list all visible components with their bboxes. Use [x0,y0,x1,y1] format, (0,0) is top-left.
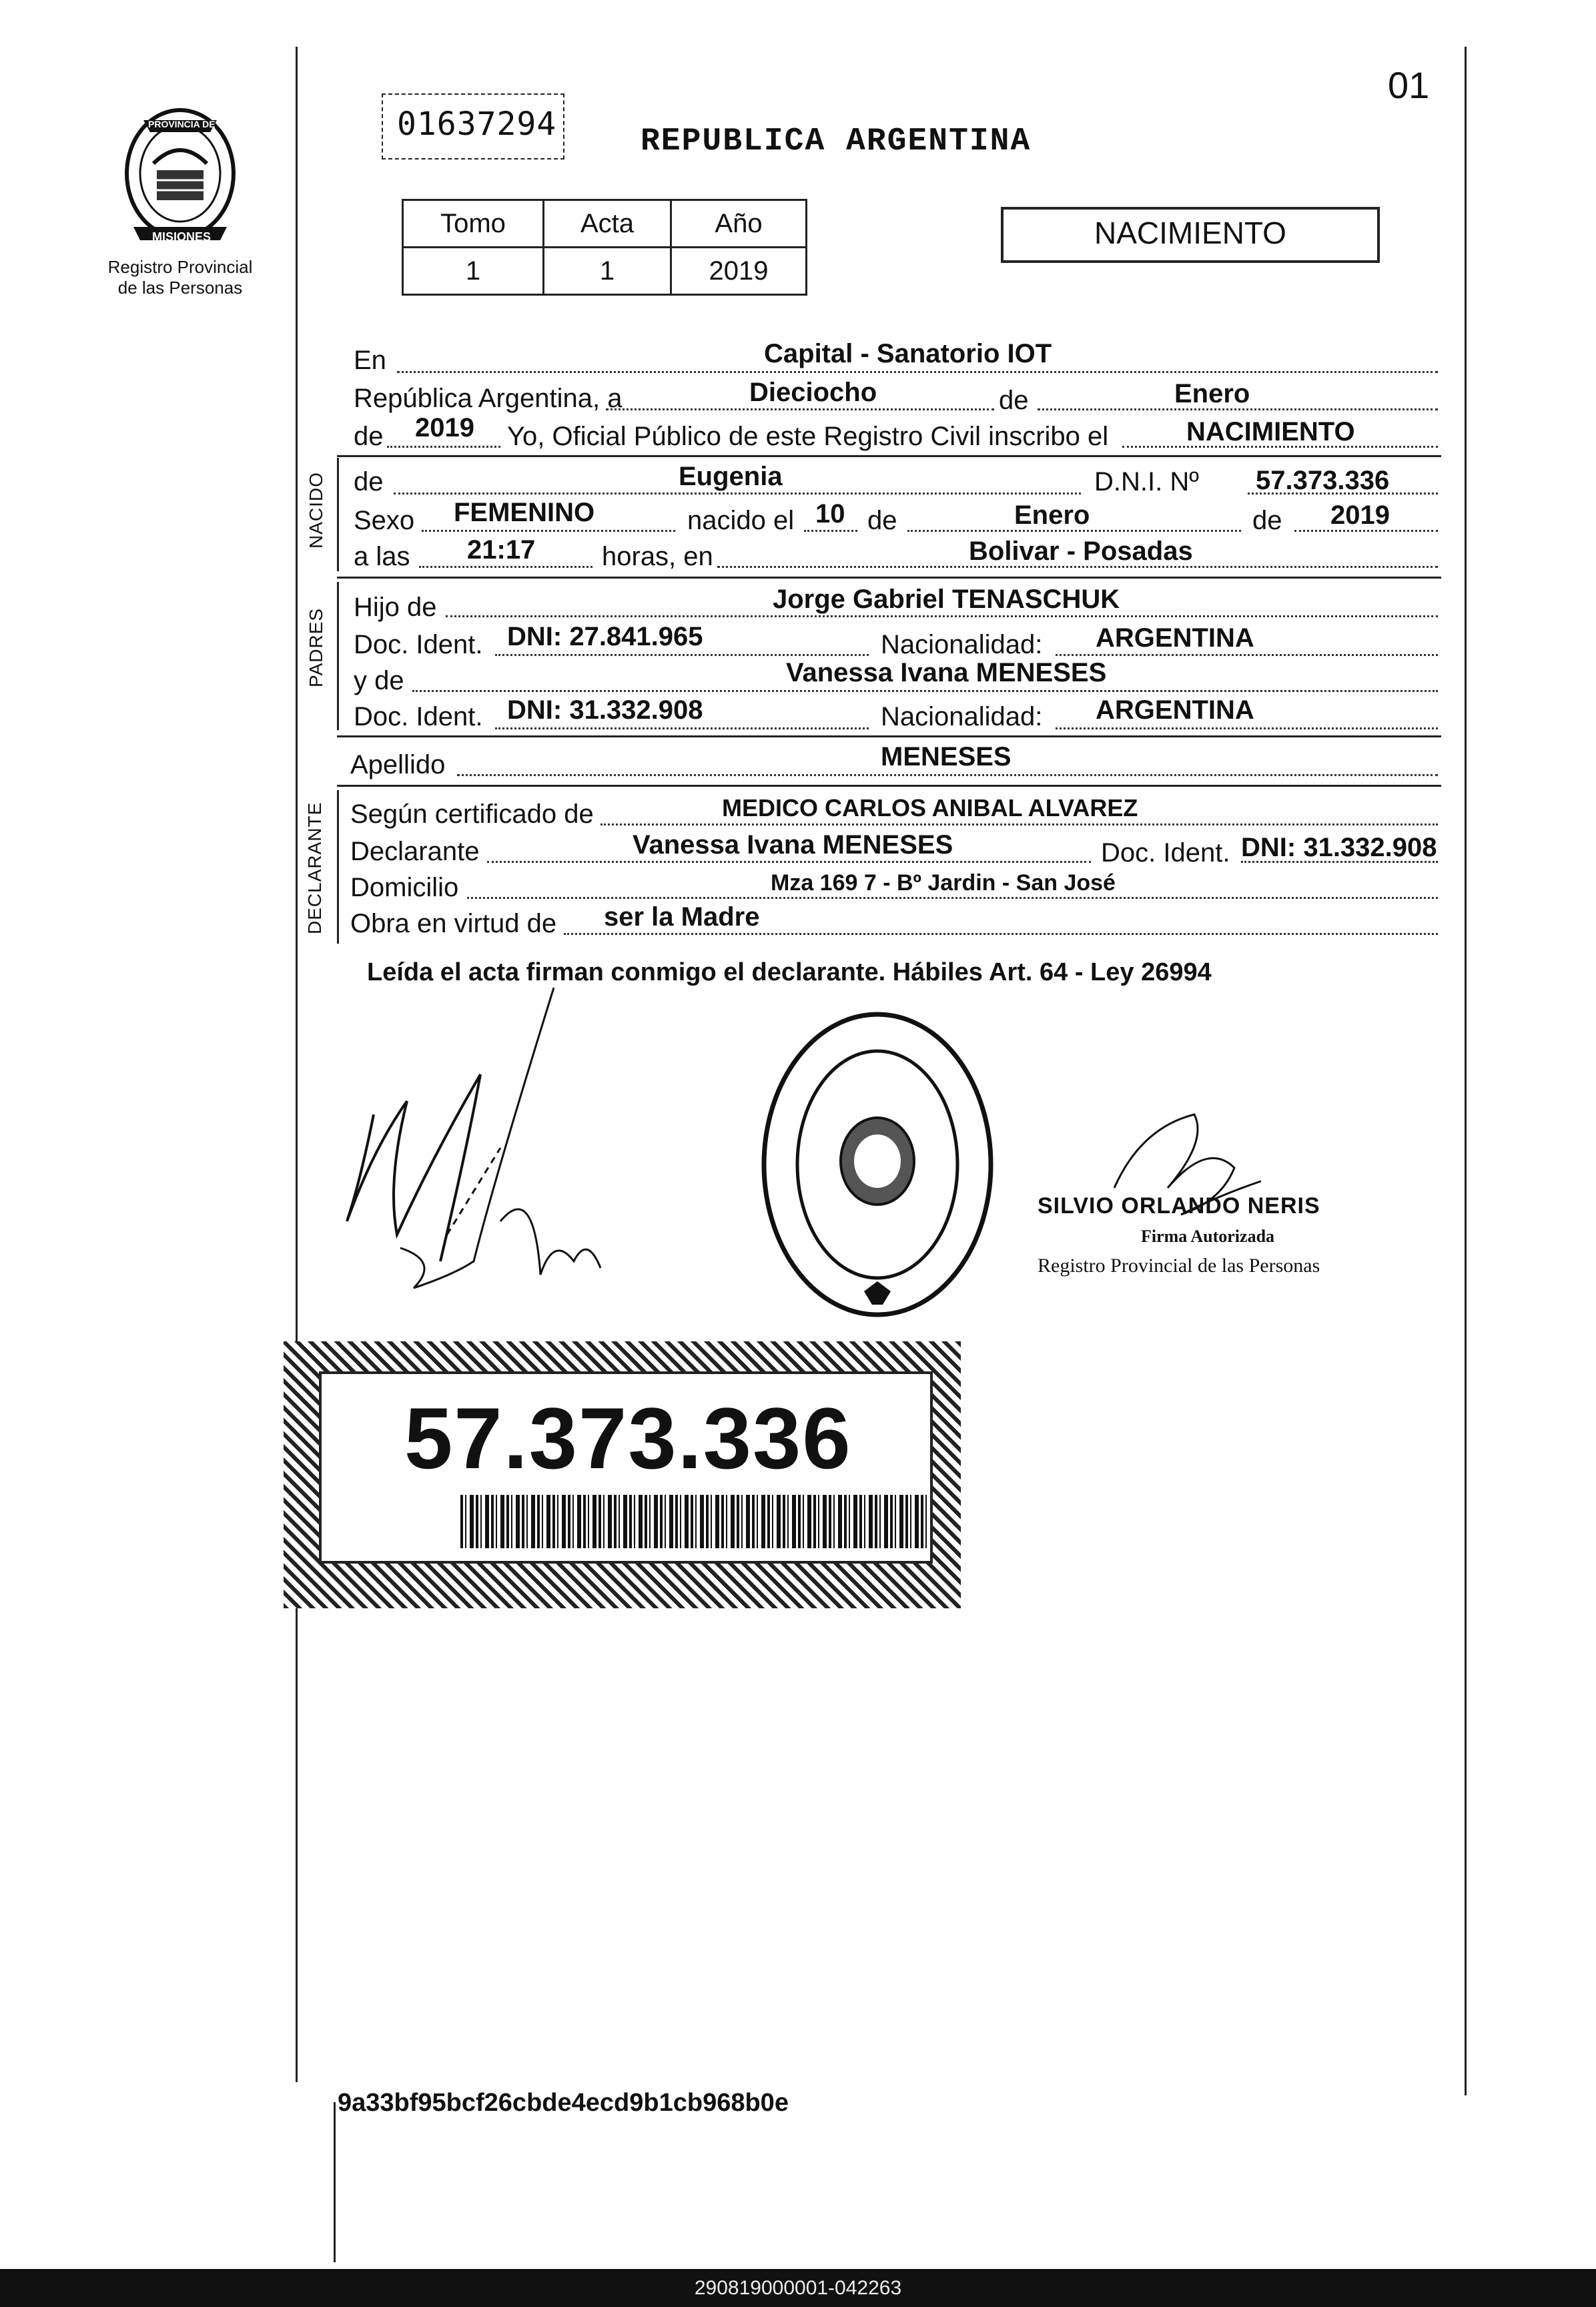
acta-header: Acta [544,200,671,248]
birth-month: Enero [1014,501,1090,530]
time-value: 21:17 [467,535,536,565]
tomo-value: 1 [403,248,544,295]
obra-label: Obra en virtud de [350,909,557,938]
hijo-label: Hijo de [354,593,437,622]
closing-text: Leída el acta firman conmigo el declarante. Hábiles Art. 64 - Ley 26994 [367,958,1212,986]
dni-value: 57.373.336 [1256,466,1390,495]
footer-bar [0,2269,1596,2307]
registry-name-line2: de las Personas [117,278,243,298]
left-margin-line-lower [334,2102,336,2262]
document-title: REPUBLICA ARGENTINA [641,123,1032,159]
name-value: Eugenia [679,462,783,491]
segun-label: Según certificado de [350,799,594,829]
month-value: Enero [1174,379,1250,408]
dni-barcode [460,1495,927,1548]
registry-name-line1: Registro Provincial [107,257,253,277]
alas-label: a las [354,542,410,571]
domicilio-dots [467,897,1438,899]
seal-ring-text: DELEGACION DEL REGISTRO PROVINCIAL DE LAS PERSONAS [797,1318,1000,1325]
padres-bracket [337,582,339,730]
section-nacido: NACIDO [306,472,326,549]
act-type: NACIMIENTO [1094,216,1286,250]
de5-label: de [1252,506,1282,535]
declarant-signature [334,981,641,1315]
section-declarante: DECLARANTE [304,801,325,934]
year-dots [387,446,500,448]
tomo-header: Tomo [403,200,544,248]
dni-sticker-number: 57.373.336 [404,1389,852,1487]
docident-label: Doc. Ident. [354,630,483,659]
father-value: Jorge Gabriel TENASCHUK [773,585,1120,614]
acta-value: 1 [544,248,671,295]
sexo-value: FEMENINO [454,498,595,527]
de4-label: de [867,506,897,535]
day-value: Dieciocho [749,378,877,407]
obra-dots [564,933,1438,935]
ano-value: 2019 [671,248,807,295]
footer-code: 290819000001-042263 [694,2277,902,2299]
right-margin-line [1465,47,1467,2095]
emblem-text-bottom: MISIONES [152,230,212,244]
ano-header: Año [671,200,807,248]
mother-dots [412,690,1438,692]
declarante-value: Vanessa Ivana MENESES [633,830,953,860]
document-hash: 9a33bf95bcf26cbde4ecd9b1cb968b0e [338,2089,789,2117]
docident2-label: Doc. Ident. [354,702,483,731]
segun-value: MEDICO CARLOS ANIBAL ALVAREZ [722,794,1138,821]
page-number: 01 [1388,64,1430,106]
birth-day-dots [804,530,857,532]
mother-value: Vanessa Ivana MENESES [786,658,1107,687]
horas-label: horas, en [602,542,713,571]
domicilio-value: Mza 169 7 - Bº Jardin - San José [771,870,1116,896]
father-doc-dots [495,654,869,656]
en-dots [397,371,1438,373]
obra-value: ser la Madre [604,902,760,932]
declarante-dots [487,861,1091,863]
dni-label: D.N.I. Nº [1094,467,1199,497]
seal-inner-text: SEC. SANATORIO IOT [827,1328,897,1335]
declarante-label: Declarante [350,837,480,866]
inscribo-value: NACIMIENTO [1186,417,1355,446]
emblem-text-top: PROVINCIA DE [148,119,216,129]
republica-label: República Argentina, a [354,384,623,413]
de-label: de [999,386,1029,415]
apellido-value: MENESES [881,742,1012,771]
mother-doc-dots [495,727,869,729]
year-value: 2019 [415,413,474,442]
official-seal [757,1008,998,1321]
docident3-label: Doc. Ident. [1101,838,1230,868]
declarante-doc: DNI: 31.332.908 [1241,833,1437,862]
divider-3 [337,735,1441,737]
divider-1 [337,455,1441,457]
time-dots [419,566,592,568]
official-role: Firma Autorizada [1141,1227,1275,1246]
domicilio-label: Domicilio [350,873,459,902]
mother-nat: ARGENTINA [1096,695,1254,725]
nacido-bracket [337,458,339,571]
divider-2 [337,577,1441,579]
declarante-bracket [337,790,339,944]
sexo-label: Sexo [354,506,415,535]
apellido-dots [457,774,1438,776]
en-label: En [354,346,386,375]
yde-label: y de [354,666,404,695]
tomo-acta-ano-table [402,199,807,296]
mother-doc: DNI: 31.332.908 [507,695,703,725]
nacido-label: nacido el [687,506,795,535]
section-padres: PADRES [306,607,326,687]
father-dots [446,615,1438,617]
day-dots [606,408,994,410]
nac-label: Nacionalidad: [881,630,1043,659]
birth-year: 2019 [1330,501,1390,530]
father-nat-dots [1056,654,1438,656]
apellido-label: Apellido [350,750,446,779]
de2-label: de [354,422,384,451]
de3-label: de [354,467,384,497]
control-number: 01637294 [397,105,557,143]
father-nat: ARGENTINA [1096,623,1254,653]
en-value: Capital - Sanatorio IOT [764,339,1052,368]
father-doc: DNI: 27.841.965 [507,622,703,651]
official-registry: Registro Provincial de las Personas [1038,1255,1320,1277]
nac2-label: Nacionalidad: [881,702,1043,731]
birth-day: 10 [815,499,845,529]
official-name: SILVIO ORLANDO NERIS [1038,1193,1320,1219]
divider-4 [337,785,1441,787]
left-margin-line [296,47,298,2082]
mother-nat-dots [1056,727,1438,729]
yo-label: Yo, Oficial Público de este Registro Civil inscribo el [507,422,1109,451]
sexo-dots [422,530,675,532]
place-value: Bolivar - Posadas [969,537,1193,566]
name-dots [394,492,1081,495]
segun-dots [601,823,1438,826]
